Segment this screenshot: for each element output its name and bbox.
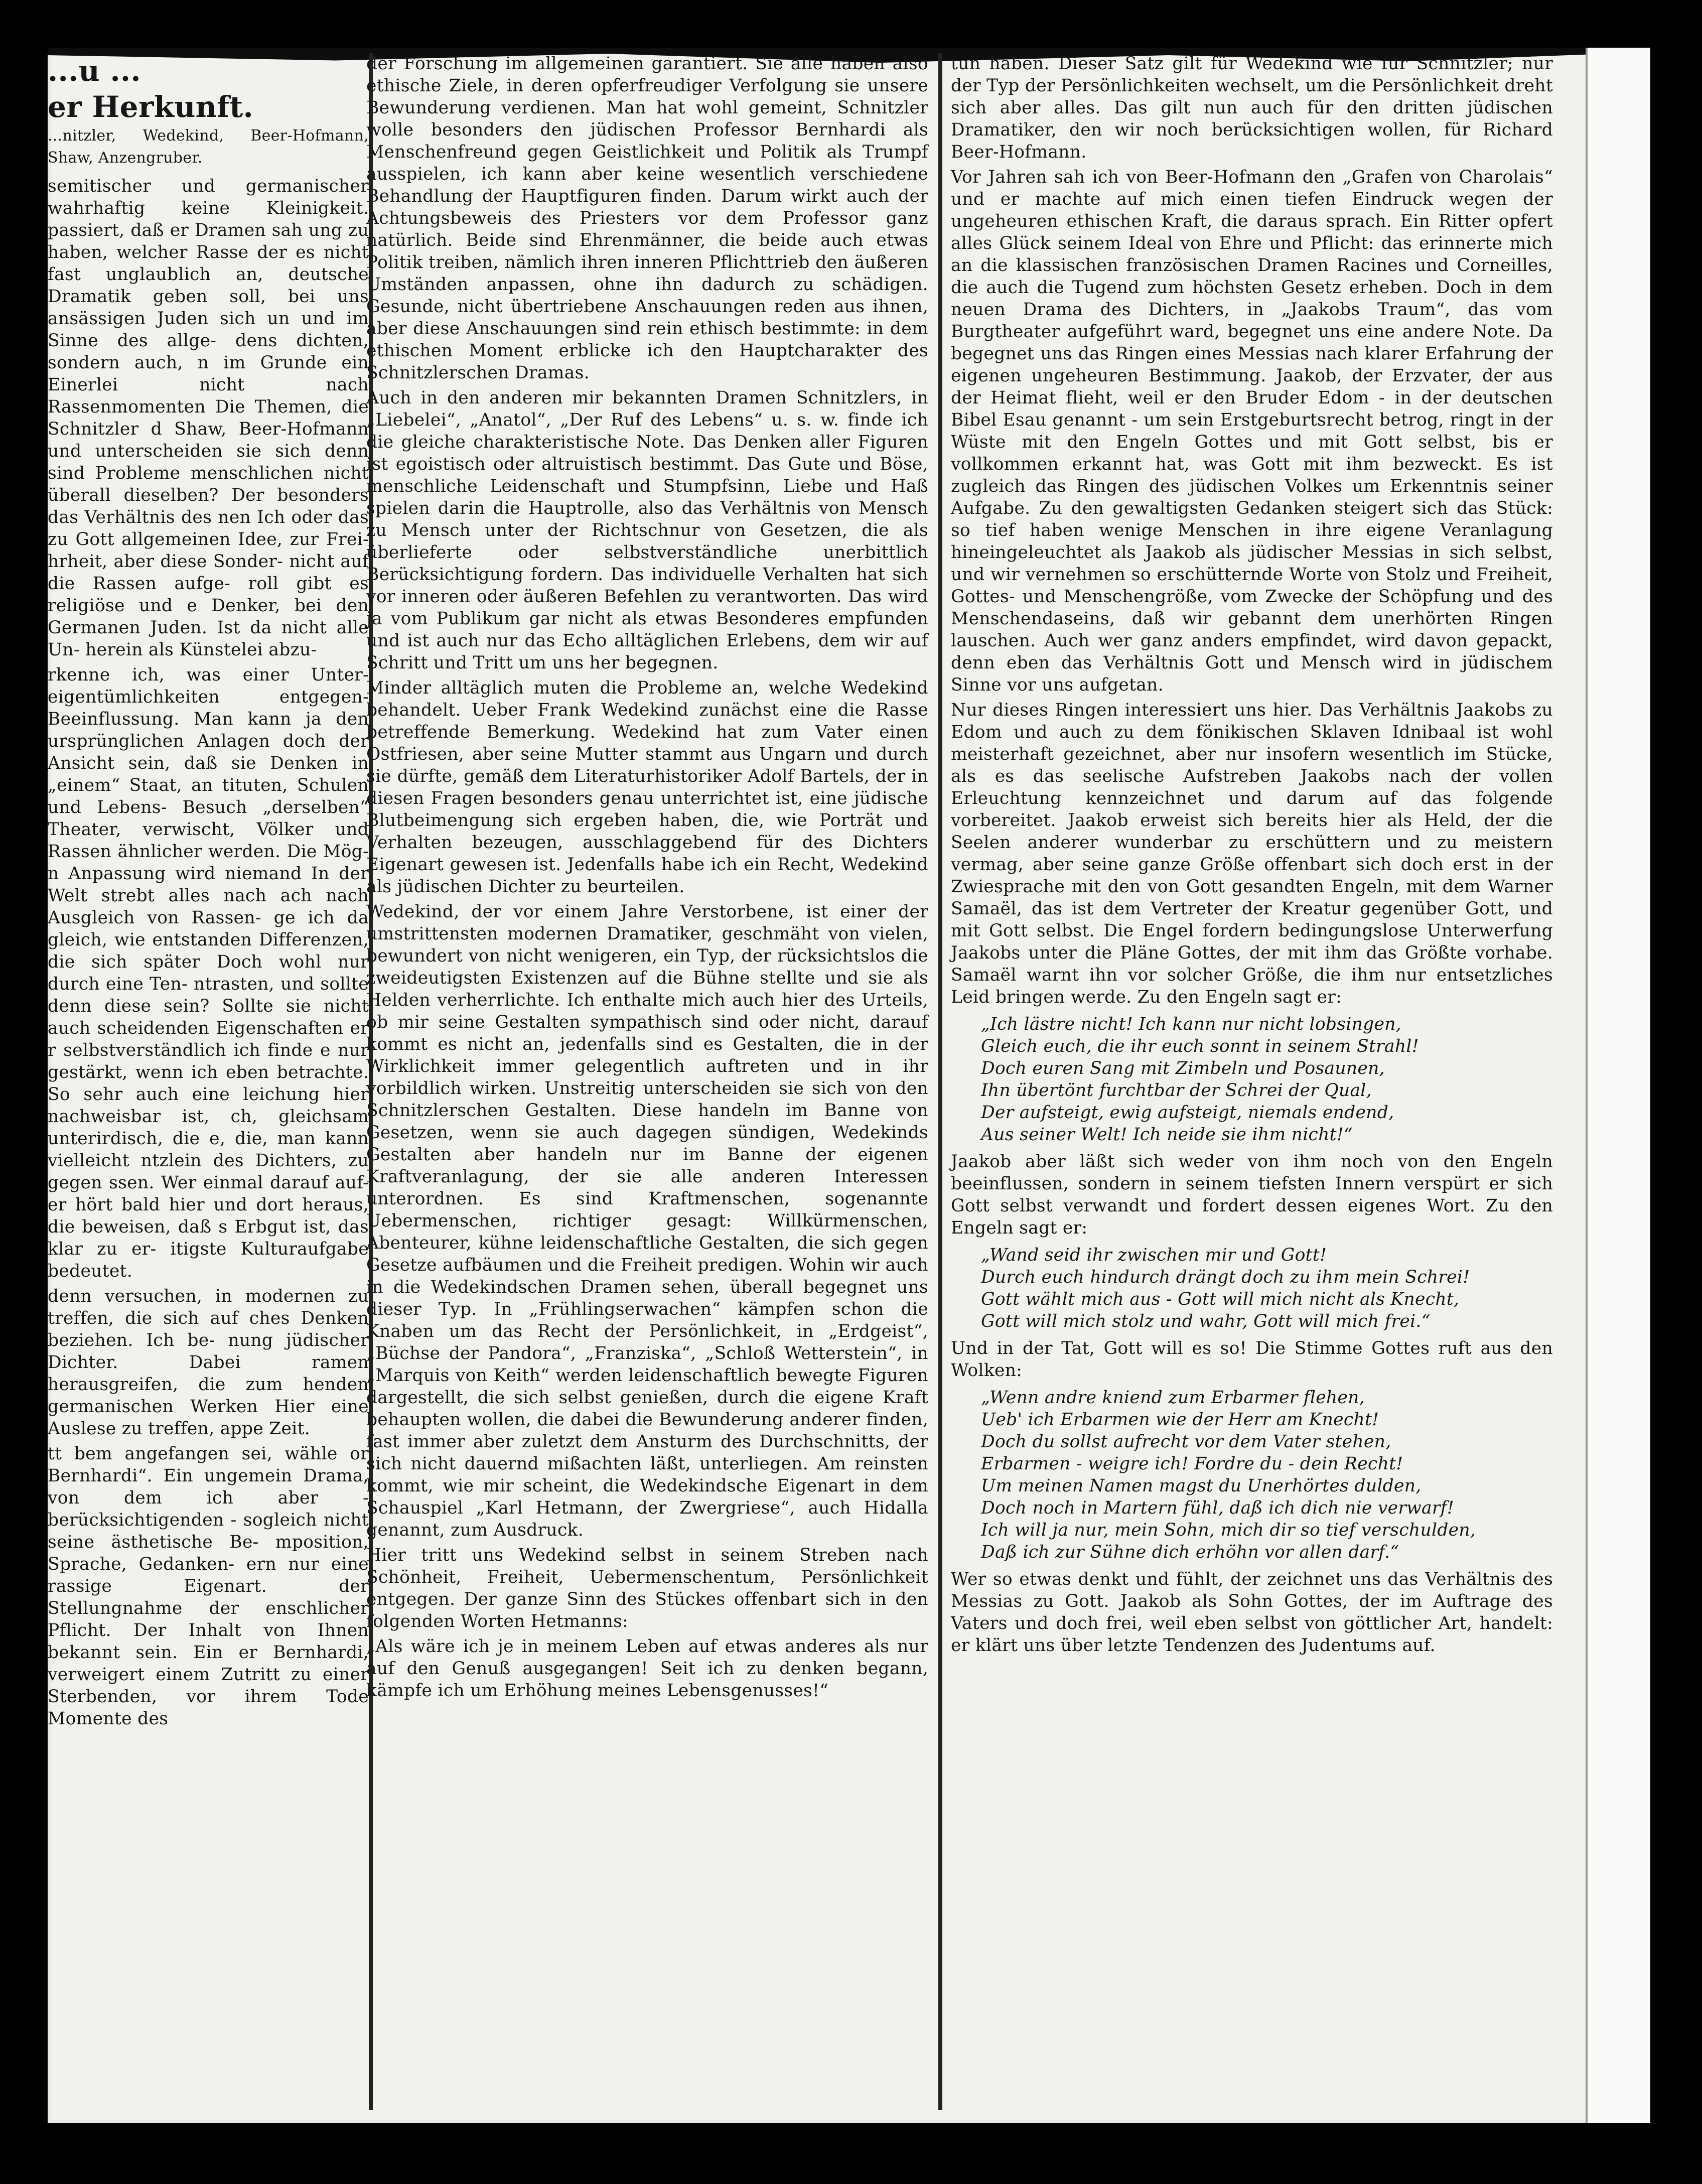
authors-line: ...nitzler, Wedekind, Beer-Hofmann, Shaw, Anzengruber. (48, 127, 369, 167)
col2-quote-hetmann: „Als wäre ich je in meinem Leben auf etwas anderes als nur auf den Genuß ausgegangen! Seit ich zu denken begann, kämpfe ich um Erhöhung meines Lebensgenusses!“ (366, 1636, 928, 1701)
col3-paragraph-3: Nur dieses Ringen interessiert uns hier. Das Verhältnis Jaakobs zu Edom und auch zu dem fönikischen Sklaven Idnibaal ist wohl meisterhaft gezeichnet, aber nur insofern wesentlich im Stücke, als es das seelische Aufstreben Jaakobs nach der vollen Erleuchtung kennzeichnet und darum auf das folgende vorbereitet. Jaakob erweist sich bereits hier als Held, der die Seelen anderer wunderbar zu erschüttern und zu meistern vermag, aber seine ganze Größe offenbart sich doch erst in der Zwiesprache mit den von Gott gesandten Engeln, mit dem Warner Samaël, das ist dem Vertreter der Kreatur gegenüber Gott, und mit Gott selbst. Die Engel fordern bedingungslose Unterwerfung Jaakobs unter die Pläne Gottes, der mit ihm das Größte vorhabe. Samaël warnt ihn vor solcher Größe, die ihm nur entsetzliches Leid bringen werde. Zu den Engeln sagt er: (951, 700, 1553, 1007)
col2-paragraph-5: Hier tritt uns Wedekind selbst in seinem Streben nach Schönheit, Freiheit, Uebermenschentum, Persönlichkeit entgegen. Der ganze Sinn des Stückes offenbart sich in den folgenden Worten Hetmanns: (366, 1545, 928, 1631)
col2-paragraph-4: Wedekind, der vor einem Jahre Verstorbene, ist einer der umstrittensten modernen Dramatiker, geschmäht von vielen, bewundert von nicht wenigeren, ein Typ, der rücksichtslos die zweideutigsten Existenzen auf die Bühne stellte und sie als Helden verherrlichte. Ich enthalte mich auch hier des Urteils, ob mir seine Gestalten sympathisch sind oder nicht, darauf kommt es nicht an, jedenfalls sind es Gestalten, die in der Wirklichkeit immer gelegentlich auftreten und in ihr vorbildlich wirken. Unstreitig unterscheiden sie sich von den Schnitzlerschen Gestalten. Diese handeln im Banne von Gesetzen, wenn sie auch dagegen sündigen, Wedekinds Gestalten aber handeln nur im Banne der eigenen Kraftveranlagung, der sie alle anderen Interessen unterordnen. Es sind Kraftmenschen, sogenannte Uebermenschen, richtiger gesagt: Willkürmenschen, Abenteurer, kühne leidenschaftliche Gestalten, die sich gegen Gesetze aufbäumen und die Freiheit predigen. Wohin wir auch in die Wedekindschen Dramen sehen, überall begegnet uns dieser Typ. In „Frühlingserwachen“ kämpfen schon die Knaben um das Recht der Persönlichkeit, in „Erdgeist“, „Büchse der Pandora“, „Franziska“, „Schloß Wetterstein“, in „Marquis von Keith“ werden leidenschaftlich bewegte Figuren dargestellt, die sich selbst genießen, durch die eigene Kraft behaupten wollen, die dabei die Bewunderung anderer finden, fast immer aber zuletzt dem Ansturm des Durchschnitts, der sich nicht dauernd mißachten läßt, unterliegen. Am reinsten kommt, wie mir scheint, die Wedekindsche Eigenart in dem Schauspiel „Karl Hetmann, der Zwergriese“, auch Hidalla genannt, zum Ausdruck. (366, 902, 928, 1540)
column-rule-right (938, 53, 942, 2110)
col2-paragraph-2: Auch in den anderen mir bekannten Dramen Schnitzlers, in „Liebelei“, „Anatol“, „Der Ruf des Lebens“ u. s. w. finde ich die gleiche charakteristische Note. Das Denken aller Figuren ist egoistisch oder altruistisch bestimmt. Das Gute und Böse, menschliche Leidenschaft und Stumpfsinn, Liebe und Haß spielen darin die Hauptrolle, also das Verhältnis von Mensch zu Mensch unter der Richtschnur von Gesetzen, die als überlieferte oder selbstverständliche unerbittlich Berücksichtigung fordern. Das individuelle Verhalten hat sich vor inneren oder äußeren Befehlen zu verantworten. Das wird ja vom Publikum gar nicht als etwas Besonderes empfunden und ist auch nur das Echo alltäglichen Erlebens, dem wir auf Schritt und Tritt um uns her begegnen. (366, 388, 928, 673)
col1-paragraph-3: denn versuchen, in modernen zu treffen, die sich auf ches Denken beziehen. Ich be- nung jüdischer Dichter. Dabei ramen herausgreifen, die zum henden germanischen Werken Hier eine Auslese zu treffen, appe Zeit. (48, 1286, 369, 1439)
column-3 (951, 53, 1553, 1660)
column-1 (48, 53, 369, 1733)
col2-paragraph-1: der Forschung im allgemeinen garantiert. Sie alle haben also ethische Ziele, in deren opferfreudiger Verfolgung sie unsere Bewunderung verdienen. Man hat wohl gemeint, Schnitzler wolle besonders den jüdischen Professor Bernhardi als Menschenfreund gegen Geistlichkeit und Politik als Trumpf ausspielen, ich kann aber keine wesentlich verschiedene Behandlung der Hauptfiguren finden. Darum wirkt auch der Achtungsbeweis des Priesters vor dem Professor ganz natürlich. Beide sind Ehrenmänner, die beide auch etwas Politik treiben, nämlich ihren inneren Pflichttrieb den äußeren Umständen anpassen, ohne ihn dadurch zu schädigen. Gesunde, nicht übertriebene Anschauungen reden aus ihnen, aber diese Anschauungen sind rein ethisch bestimmte: in dem ethischen Moment erblicke ich den Hauptcharakter des Schnitzlerschen Dramas. (366, 54, 928, 383)
col2-paragraph-3: Minder alltäglich muten die Probleme an, welche Wedekind behandelt. Ueber Frank Wedekind zunächst eine die Rasse betreffende Bemerkung. Wedekind hat zum Vater einen Ostfriesen, aber seine Mutter stammt aus Ungarn und durch sie dürfte, gemäß dem Literaturhistoriker Adolf Bartels, der in diesen Fragen besonders genau unterrichtet ist, eine jüdische Blutbeimengung sich ergeben haben, die, wie Porträt und Verhalten bezeugen, ausschlaggebend für des Dichters Eigenart gewesen ist. Jedenfalls habe ich ein Recht, Wedekind als jüdischen Dichter zu beurteilen. (366, 678, 928, 897)
headline-fragment-2: er Herkunft. (48, 90, 253, 124)
page-right-margin (1586, 48, 1650, 2123)
col3-paragraph-4: Jaakob aber läßt sich weder von ihm noch von den Engeln beeinflussen, sondern in seinem tiefsten Innern verspürt er sich Gott selbst verwandt und fordert dessen eigenes Wort. Zu den Engeln sagt er: (951, 1152, 1553, 1238)
col3-paragraph-2: Vor Jahren sah ich von Beer-Hofmann den „Grafen von Charolais“ und er machte auf mich einen tiefen Eindruck wegen der ungeheuren ethischen Kraft, die daraus sprach. Ein Ritter opfert alles Glück seinem Ideal von Ehre und Pflicht: das erinnerte mich an die klassischen französischen Dramen Racines und Corneilles, die auch die Tugend zum höchsten Gesetz erheben. Doch in dem neuen Drama des Dichters, in „Jaakobs Traum“, das vom Burgtheater aufgeführt ward, begegnet uns eine andere Note. Da begegnet uns das Ringen eines Messias nach klarer Erfahrung der eigenen ungeheuren Bestimmung. Jaakob, der Erzvater, der aus der Heimat flieht, weil er den Bruder Edom - in der deutschen Bibel Esau genannt - um sein Erstgeburtsrecht betrog, ringt in der Wüste mit den Engeln Gottes und mit Gott selbst, bis er vollkommen erkannt hat, was Gott mit ihm bezweckt. Es ist zugleich das Ringen des jüdischen Volkes um Erkenntnis seiner Aufgabe. Zu den gewaltigsten Gedanken steigert sich das Stück: so tief haben wenige Menschen in ihre eigene Veranlagung hineingeleuchtet als Jaakob als jüdischer Messias in sich selbst, und wir vernehmen so erschütternde Worte von Stolz und Freiheit, Gottes- und Menschengröße, vom Zwecke der Schöpfung und des Menschendaseins, daß wir gebannt dem unerhörten Ringen lauschen. Auch wer ganz anders empfindet, wird davon gepackt, denn eben das Verhältnis Gott und Mensch wird in jüdischem Sinne vor uns aufgetan. (951, 167, 1553, 695)
col1-paragraph-1: semitischer und germanischer wahrhaftig keine Kleinigkeit. passiert, daß er Dramen sah ung zu haben, welcher Rasse der es nicht fast unglaublich an, deutsche Dramatik geben soll, bei uns ansässigen Juden sich un und im Sinne des allge- dens dichten, sondern auch, n im Grunde ein Einerlei nicht nach Rassenmomenten Die Themen, die Schnitzler d Shaw, Beer-Hofmann und unterscheiden sie sich denn sind Probleme menschlichen nicht überall dieselben? Der besonders das Verhältnis des nen Ich oder das zu Gott allgemeinen Idee, zur Frei- hrheit, aber diese Sonder- nicht auf die Rassen aufge- roll gibt es religiöse und e Denker, bei den Germanen Juden. Ist da nicht alle Un- herein als Künstelei abzu- (48, 176, 369, 660)
verse-voice-of-god: „Wenn andre kniend zum Erbarmer flehen, Ueb' ich Erbarmen wie der Herr am Knecht! Doch du sollst aufrecht vor dem Vater stehen, Erbarmen - weigre ich! Fordre du - dein Recht! Um meinen Namen magst du Unerhörtes dulden, Doch noch in Martern fühl, daß ich dich nie verwarf! Ich will ja nur, mein Sohn, mich dir so tief verschulden, Daß ich zur Sühne dich erhöhn vor allen darf.“ (981, 1388, 1476, 1562)
headline-fragment-1: ...u ... (48, 54, 141, 88)
verse-jaakob: „Wand seid ihr zwischen mir und Gott! Durch euch hindurch drängt doch zu ihm mein Schrei! Gott wählt mich aus - Gott will mich nicht als Knecht, Gott will mich stolz und wahr, Gott will mich frei.“ (981, 1245, 1470, 1331)
verse-samael: „Ich lästre nicht! Ich kann nur nicht lobsingen, Gleich euch, die ihr euch sonnt in seinem Strahl! Doch euren Sang mit Zimbeln und Posaunen, Ihn übertönt furchtbar der Schrei der Qual, Der aufsteigt, ewig aufsteigt, niemals endend, Aus seiner Welt! Ich neide sie ihm nicht!“ (981, 1014, 1419, 1145)
col1-paragraph-4: tt bem angefangen sei, wähle or Bernhardi“. Ein ungemein Drama, von dem ich aber - berücksichtigenden - sogleich nicht seine ästhetische Be- mposition, Sprache, Gedanken- ern nur eine rassige Eigenart. der Stellungnahme der enschlicher Pflicht. Der Inhalt von Ihnen bekannt sein. Ein er Bernhardi, verweigert einem Zutritt zu einer Sterbenden, vor ihrem Tode Momente des (48, 1444, 369, 1729)
column-2 (366, 53, 928, 1705)
col3-paragraph-1: tun haben. Dieser Satz gilt für Wedekind wie für Schnitzler; nur der Typ der Persönlichkeiten wechselt, um die Persönlichkeit dreht sich aber alles. Das gilt nun auch für den dritten jüdischen Dramatiker, den wir noch berücksichtigen wollen, für Richard Beer-Hofmann. (951, 54, 1553, 162)
col3-paragraph-6: Wer so etwas denkt und fühlt, der zeichnet uns das Verhältnis des Messias zu Gott. Jaakob als Sohn Gottes, der im Auftrage des Vaters und doch frei, weil eben selbst von göttlicher Art, handelt: er klärt uns über letzte Tendenzen des Judentums auf. (951, 1569, 1553, 1656)
col1-paragraph-2: rkenne ich, was einer Unter- eigentümlichkeiten entgegen- Beeinflussung. Man kann ja den ursprünglichen Anlagen doch der Ansicht sein, daß sie Denken in „einem“ Staat, an tituten, Schulen und Lebens- Besuch „derselben“ Theater, verwischt, Völker und Rassen ähnlicher werden. Die Mög- n Anpassung wird niemand In der Welt strebt alles nach ach nach Ausgleich von Rassen- ge ich da gleich, wie entstanden Differenzen, die sich später Doch wohl nur durch eine Ten- ntrasten, und sollte denn diese sein? Sollte sie nicht auch scheidenden Eigenschaften er r selbstverständlich ich finde e nur gestärkt, wenn ich eben betrachte. So sehr auch eine leichung hier nachweisbar ist, ch, gleichsam unterirdisch, die e, die, man kann vielleicht ntzlein des Dichters, zu gegen ssen. Wer einmal darauf auf- er hört bald hier und dort heraus, die beweisen, daß s Erbgut ist, das klar zu er- itigste Kulturaufgabe bedeutet. (48, 665, 369, 1281)
col3-paragraph-5: Und in der Tat, Gott will es so! Die Stimme Gottes ruft aus den Wolken: (951, 1338, 1553, 1381)
